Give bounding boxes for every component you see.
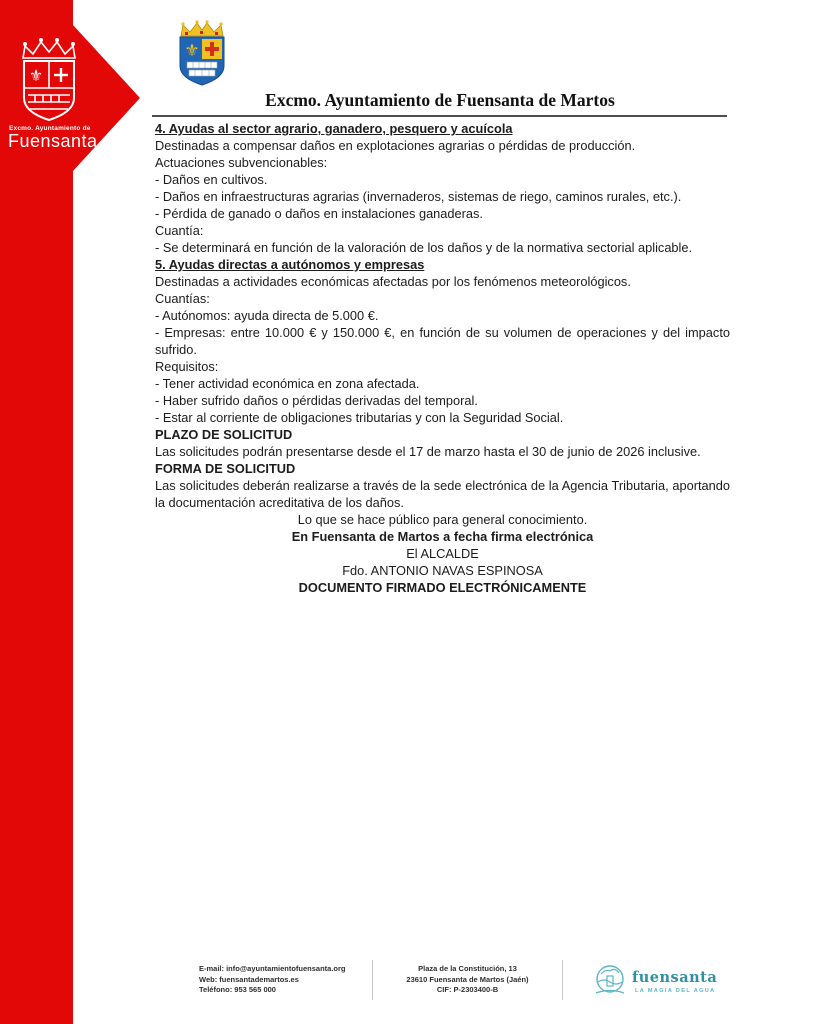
list-item: - Autónomos: ayuda directa de 5.000 €. — [155, 308, 379, 323]
footer-address-block — [380, 964, 555, 996]
fuensanta-logo-icon — [592, 962, 628, 998]
list-item: - Pérdida de ganado o daños en instalaciones ganaderas. — [155, 206, 483, 221]
section5-heading: 5. Ayudas directas a autónomos y empresas — [155, 257, 425, 272]
banner-org-name: Fuensanta — [8, 131, 98, 151]
section4-heading: 4. Ayudas al sector agrario, ganadero, pesquero y acuícola — [155, 121, 513, 136]
header-rule — [152, 115, 727, 117]
footer-phone: Teléfono: 953 565 000 — [199, 985, 276, 994]
footer-web: Web: fuensantademartos.es — [199, 974, 299, 984]
red-ribbon-banner — [0, 0, 145, 1024]
footer-logo-name: fuensanta — [632, 969, 718, 986]
town-shield-icon — [173, 20, 231, 88]
section4-amount: - Se determinará en función de la valoración de los daños y de la normativa sectorial aplicable. — [155, 240, 693, 255]
section5-amounts-label: Cuantías: — [155, 291, 210, 306]
forma-body: Las solicitudes deberán realizarse a través de la sede electrónica de la Agencia Tributaria, aportando la documentación acreditativa de los daños. — [155, 478, 730, 510]
place-date-line: En Fuensanta de Martos a fecha firma electrónica — [291, 529, 594, 544]
section4-actions-label: Actuaciones subvencionables: — [155, 155, 328, 170]
footer-logo-tagline: LA MAGIA DEL AGUA — [635, 988, 716, 994]
document-body — [155, 120, 730, 596]
section4-intro: Destinadas a compensar daños en explotaciones agrarias o pérdidas de producción. — [155, 138, 636, 153]
footer-divider — [372, 960, 373, 1000]
signature-role: El ALCALDE — [406, 546, 479, 561]
signature-name: Fdo. ANTONIO NAVAS ESPINOSA — [342, 563, 543, 578]
svg-text:⚜: ⚜ — [184, 41, 200, 61]
section5-requirements-label: Requisitos: — [155, 359, 219, 374]
section4-amount-label: Cuantía: — [155, 223, 204, 238]
page-title: Excmo. Ayuntamiento de Fuensanta de Martos — [265, 90, 615, 110]
closing-line: Lo que se hace público para general conocimiento. — [297, 512, 588, 527]
municipal-crest-icon — [13, 36, 85, 128]
forma-heading: FORMA DE SOLICITUD — [155, 461, 296, 476]
electronic-signature-note: DOCUMENTO FIRMADO ELECTRÓNICAMENTE — [298, 580, 587, 595]
list-item: - Daños en infraestructuras agrarias (invernaderos, sistemas de riego, caminos rurales, etc.). — [155, 189, 682, 204]
plazo-heading: PLAZO DE SOLICITUD — [155, 427, 293, 442]
section5-intro: Destinadas a actividades económicas afectadas por los fenómenos meteorológicos. — [155, 274, 631, 289]
list-item: - Estar al corriente de obligaciones tributarias y con la Seguridad Social. — [155, 410, 564, 425]
footer-divider — [562, 960, 563, 1000]
footer-email: E-mail: info@ayuntamientofuensanta.org — [199, 964, 346, 973]
plazo-body: Las solicitudes podrán presentarse desde el 17 de marzo hasta el 30 de junio de 2026 inclusive. — [155, 444, 701, 459]
footer-address-line1: Plaza de la Constitución, 13 — [418, 964, 517, 973]
page-footer — [0, 958, 819, 1008]
footer-cif: CIF: P-2303400-B — [436, 985, 499, 994]
list-item: - Tener actividad económica en zona afectada. — [155, 376, 420, 391]
list-item: - Empresas: entre 10.000 € y 150.000 €, en función de su volumen de operaciones y del impacto sufrido. — [155, 325, 730, 357]
list-item: - Haber sufrido daños o pérdidas derivadas del temporal. — [155, 393, 478, 408]
footer-address-line2: 23610 Fuensanta de Martos (Jaén) — [406, 974, 529, 984]
list-item: - Daños en cultivos. — [155, 172, 268, 187]
svg-text:⚜: ⚜ — [28, 66, 44, 85]
footer-contact-block — [199, 964, 369, 996]
banner-org-prefix: Excmo. Ayuntamiento de — [9, 125, 91, 132]
fuensanta-brand-logo — [592, 960, 722, 1004]
